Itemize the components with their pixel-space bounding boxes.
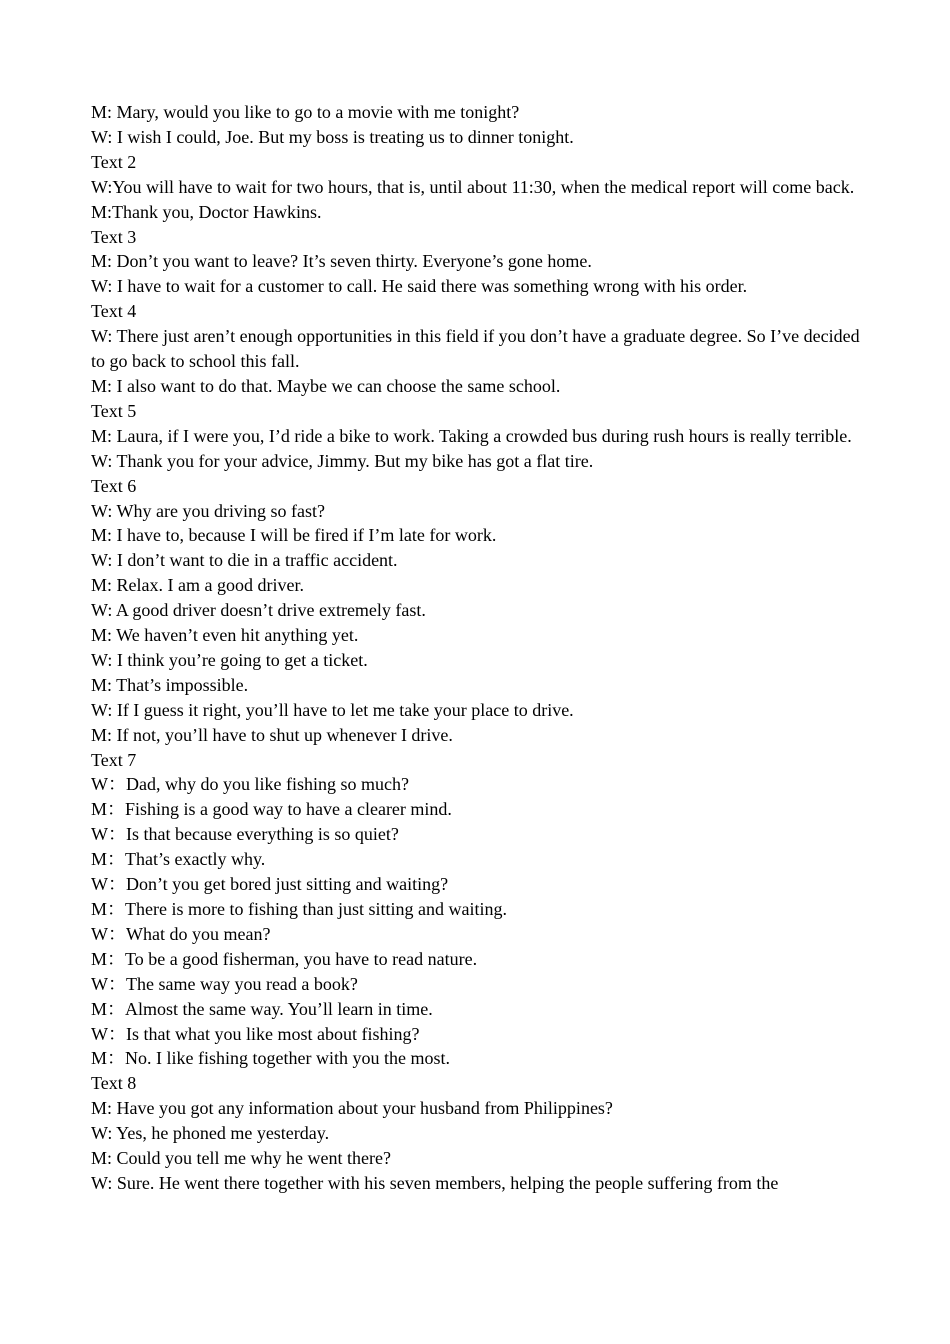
- section-heading: Text 5: [91, 400, 137, 421]
- dialogue-line: W: There just aren’t enough opportunities in this field if you don’t have a graduate degree. So I’ve decided to go back to school this fall.: [91, 326, 860, 372]
- section-heading: Text 7: [91, 749, 137, 770]
- dialogue-line: M：That’s exactly why.: [91, 849, 266, 870]
- dialogue-line: W: A good driver doesn’t drive extremely fast.: [91, 600, 426, 621]
- dialogue-line: M：Almost the same way. You’ll learn in time.: [91, 998, 433, 1019]
- section-heading: Text 2: [91, 151, 137, 172]
- dialogue-line: M:Thank you, Doctor Hawkins.: [91, 201, 322, 222]
- dialogue-line: W: I think you’re going to get a ticket.: [91, 649, 368, 670]
- section-heading: Text 6: [91, 475, 137, 496]
- dialogue-line: W: Thank you for your advice, Jimmy. But my bike has got a flat tire.: [91, 450, 594, 471]
- dialogue-line: W:You will have to wait for two hours, that is, until about 11:30, when the medical report will come back.: [91, 176, 855, 197]
- dialogue-line: M: If not, you’ll have to shut up whenever I drive.: [91, 724, 453, 745]
- dialogue-line: M：There is more to fishing than just sitting and waiting.: [91, 899, 507, 919]
- dialogue-line: M: That’s impossible.: [91, 674, 249, 695]
- dialogue-line: M: Have you got any information about your husband from Philippines?: [91, 1098, 613, 1119]
- dialogue-line: M: Could you tell me why he went there?: [91, 1148, 391, 1169]
- dialogue-line: W: Yes, he phoned me yesterday.: [91, 1123, 330, 1144]
- dialogue-line: M: Don’t you want to leave? It’s seven thirty. Everyone’s gone home.: [91, 251, 592, 272]
- section-heading: Text 4: [91, 301, 137, 322]
- dialogue-line: M: I also want to do that. Maybe we can choose the same school.: [91, 375, 561, 396]
- dialogue-line: W：Don’t you get bored just sitting and waiting?: [91, 874, 449, 895]
- dialogue-line: W: If I guess it right, you’ll have to let me take your place to drive.: [91, 699, 574, 720]
- dialogue-line: W：Is that because everything is so quiet?: [91, 824, 399, 845]
- dialogue-line: W：Dad, why do you like fishing so much?: [91, 774, 409, 795]
- document-page: [91, 100, 866, 1196]
- dialogue-line: W：What do you mean?: [91, 923, 271, 944]
- dialogue-line: M：To be a good fisherman, you have to read nature.: [91, 948, 478, 969]
- dialogue-line: M: I have to, because I will be fired if I’m late for work.: [91, 525, 497, 546]
- dialogue-line: W: I wish I could, Joe. But my boss is treating us to dinner tonight.: [91, 126, 574, 147]
- dialogue-line: M: We haven’t even hit anything yet.: [91, 625, 359, 646]
- dialogue-line: W: Sure. He went there together with his seven members, helping the people suffering from the: [91, 1172, 779, 1193]
- dialogue-line: W：Is that what you like most about fishing?: [91, 1023, 420, 1044]
- section-heading: Text 3: [91, 226, 137, 247]
- dialogue-line: W: Why are you driving so fast?: [91, 500, 325, 521]
- dialogue-line: W：The same way you read a book?: [91, 973, 358, 994]
- section-heading: Text 8: [91, 1073, 137, 1094]
- dialogue-line: M：Fishing is a good way to have a clearer mind.: [91, 799, 452, 820]
- dialogue-line: M: Laura, if I were you, I’d ride a bike to work. Taking a crowded bus during rush hours is really terrible.: [91, 425, 852, 446]
- dialogue-line: M: Relax. I am a good driver.: [91, 575, 304, 596]
- dialogue-line: W: I don’t want to die in a traffic accident.: [91, 550, 398, 571]
- dialogue-line: M：No. I like fishing together with you the most.: [91, 1048, 450, 1069]
- dialogue-line: W: I have to wait for a customer to call. He said there was something wrong with his order.: [91, 276, 748, 297]
- dialogue-line: M: Mary, would you like to go to a movie with me tonight?: [91, 102, 520, 122]
